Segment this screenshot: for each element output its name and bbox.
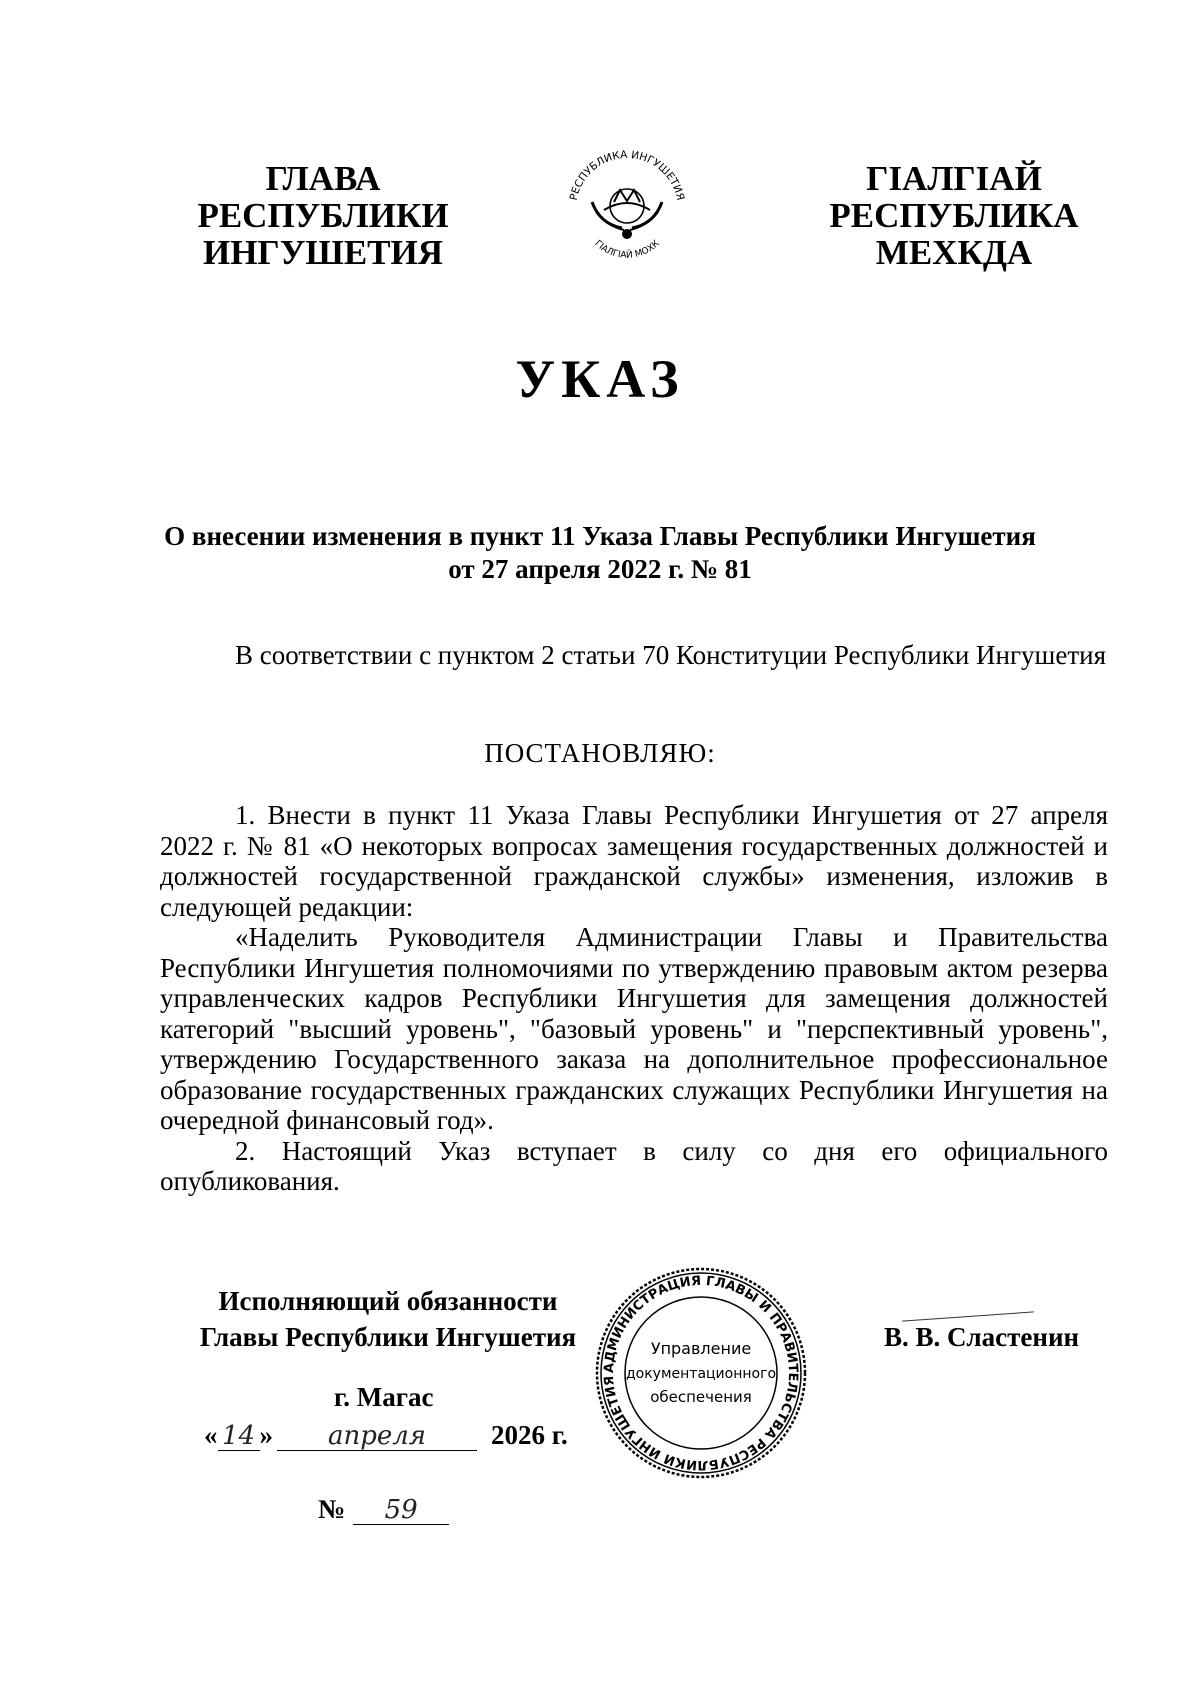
header-left-line: РЕСПУБЛИКИ (197, 196, 449, 235)
svg-text:документационного: документационного (625, 1366, 777, 1382)
place-of-signing: г. Магас (334, 1382, 434, 1412)
date-month: апреля (277, 1422, 477, 1451)
signing-date (204, 1420, 568, 1451)
decree-item: 1. Внести в пункт 11 Указа Главы Республики Ингушетия от 27 апреля 2022 г. № 81 «О некоторых вопросах замещения государственных должностей и должностей государственной гражданской службы» изменения, изложив в следующей редакции: (160, 800, 1108, 922)
number-label: № (318, 1494, 346, 1524)
republic-coat-of-arms-icon (562, 144, 692, 274)
header-right-line: МЕХКДА (875, 233, 1033, 272)
signatory-position (178, 1283, 598, 1355)
svg-text:РЕСПУБЛИКА ИНГУШЕТИЯ: РЕСПУБЛИКА ИНГУШЕТИЯ (567, 148, 687, 202)
header-left-line: ИНГУШЕТИЯ (202, 233, 444, 272)
signatory-position-line: Главы Республики Ингушетия (199, 1322, 577, 1352)
signer-name: В. В. Сластенин (884, 1322, 1080, 1352)
svg-text:Управление: Управление (650, 1339, 752, 1358)
decree-items (160, 800, 1108, 1197)
header-left (173, 160, 473, 271)
handwritten-signature (902, 1311, 1034, 1321)
basis-text: В соответствии с пунктом 2 статьи 70 Конституции Республики Ингушетия (235, 640, 1106, 670)
subject-line: от 27 апреля 2022 г. № 81 (448, 554, 752, 584)
header-right-line: ГIАЛГIАЙ (866, 159, 1042, 198)
svg-text:ГIАЛГIАЙ МОХК: ГIАЛГIАЙ МОХК (592, 238, 662, 261)
decree-word: ПОСТАНОВЛЯЮ: (484, 738, 716, 768)
decree-item: 2. Настоящий Указ вступает в силу со дня его официального опубликования. (160, 1135, 1108, 1196)
decree-number (318, 1494, 449, 1525)
svg-text:АДМИНИСТРАЦИЯ ГЛАВЫ И ПРАВИТЕЛ: АДМИНИСТРАЦИЯ ГЛАВЫ И ПРАВИТЕЛЬСТВА РЕСПУБЛИКИ ИНГУШЕТИЯ (601, 1273, 801, 1473)
document-title: УКАЗ (515, 349, 685, 409)
decree-item-quote: «Наделить Руководителя Администрации Главы и Правительства Республики Ингушетия полномочиями по утверждению правовым актом резерва управленческих кадров Республики Ингушетия для замещения должностей категорий "высший уровень", "базовый уровень" и "перспективный уровень", утверждению Государственного заказа на дополнительное профессиональное образование государственных гражданских служащих Республики Ингушетия на очередной финансовый год». (160, 922, 1108, 1135)
date-year: 2026 г. (491, 1420, 568, 1450)
header-right-line: РЕСПУБЛИКА (829, 196, 1079, 235)
basis-paragraph (160, 640, 1108, 671)
subject-line: О внесении изменения в пункт 11 Указа Главы Республики Ингушетия (164, 521, 1036, 551)
date-close-quote: » (259, 1420, 273, 1450)
signatory-position-line: Исполняющий обязанности (218, 1286, 558, 1316)
header-right (804, 160, 1104, 271)
header-left-line: ГЛАВА (265, 159, 381, 198)
document-subject (100, 520, 1100, 586)
official-round-stamp-icon (590, 1262, 812, 1484)
number-value: 59 (353, 1496, 449, 1525)
svg-text:обеспечения: обеспечения (650, 1388, 752, 1406)
date-open-quote: « (204, 1420, 218, 1450)
date-day: 14 (218, 1422, 260, 1451)
